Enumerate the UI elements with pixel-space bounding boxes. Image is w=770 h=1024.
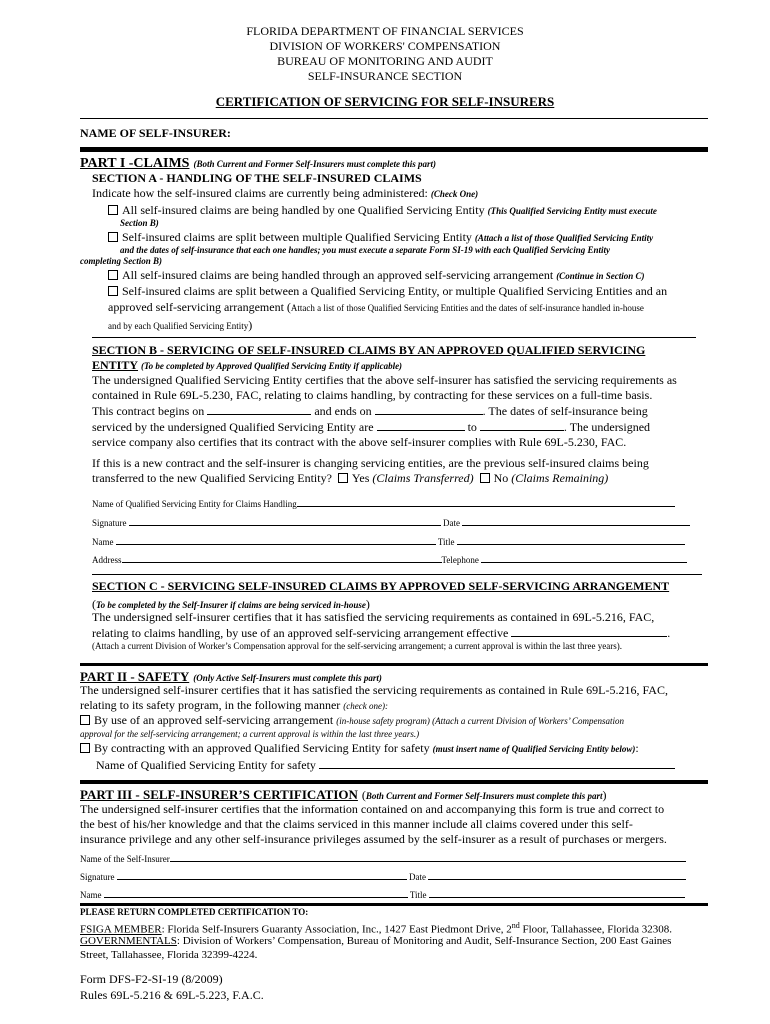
option-3-label: All self-insured claims are being handled through an approved self-servicing arrangement: [122, 268, 554, 282]
part-2-line-2: relating to its safety program, in the following manner: [80, 698, 341, 712]
no-checkbox[interactable]: [480, 473, 490, 483]
safety-option-1-label: By use of an approved self-servicing arrangement: [94, 713, 334, 727]
contract-end-field[interactable]: [375, 403, 483, 415]
fsiga-address-1: : Florida Self-Insurers Guaranty Association, Inc., 1427 East Piedmont Drive, 2: [161, 923, 512, 936]
qse-claims-name-label: Name of Qualified Servicing Entity for Claims Handling: [92, 499, 297, 509]
undersigned-label: . The undersigned: [563, 420, 651, 434]
header-line-2: DIVISION OF WORKERS' COMPENSATION: [269, 39, 501, 53]
part-3-heading: PART III - SELF-INSURER’S CERTIFICATION: [80, 787, 358, 802]
safety-option-1-checkbox[interactable]: [80, 715, 90, 725]
no-label: No: [493, 471, 509, 485]
contract-begin-field[interactable]: [207, 403, 311, 415]
section-b-address-field[interactable]: [122, 553, 442, 563]
date-label: Date: [443, 518, 460, 528]
header-line-3: BUREAU OF MONITORING AND AUDIT: [277, 54, 493, 68]
telephone-label: Telephone: [441, 555, 479, 565]
address-label: Address: [92, 555, 122, 565]
return-heading: PLEASE RETURN COMPLETED CERTIFICATION TO:: [80, 907, 309, 917]
to-label: to: [467, 420, 477, 434]
part-2-line-1: The undersigned self-insurer certifies that it has satisfied the servicing requirements as contained in Rule 69L-5.216, FAC,: [80, 683, 668, 697]
option-2-label: Self-insured claims are split between multiple Qualified Servicing Entity: [122, 230, 472, 244]
section-c-body: The undersigned self-insurer certifies that it has satisfied the servicing requirements as contained in 69L-5.216, FAC, relating to claims handling, by use of an approved self-servicing arrangement effective .: [92, 610, 712, 641]
thick-divider: [80, 903, 708, 906]
part-3-line-1: The undersigned self-insurer certifies that the information contained on and accompanying this form is true and correct to: [80, 802, 665, 816]
form-title: CERTIFICATION OF SERVICING FOR SELF-INSURERS: [215, 94, 555, 109]
part-1: [80, 154, 720, 172]
option-4-note: Attach a list of those Qualified Servicing Entities and the dates of self-insurance handled in-house: [290, 303, 644, 313]
fsiga-superscript: nd: [511, 921, 520, 930]
section-b-title-field[interactable]: [457, 535, 685, 545]
check-one-note: (Check One): [430, 189, 479, 199]
governmentals-line: [80, 934, 720, 948]
claims-option-1: [108, 203, 708, 218]
section-b-line-1: The undersigned Qualified Servicing Entity certifies that the above self-insurer has satisfied the servicing requirements as: [92, 373, 677, 387]
option-4-checkbox[interactable]: [108, 286, 118, 296]
safety-qse-field[interactable]: [319, 757, 675, 769]
option-2-note: (Attach a list of those Qualified Servicing Entity: [474, 233, 654, 243]
option-1-label: All self-insured claims are being handled by one Qualified Servicing Entity: [122, 203, 485, 217]
section-b-line-4: [92, 419, 712, 435]
thick-divider: [80, 147, 708, 152]
divider: [80, 118, 708, 119]
open-paren: (: [361, 788, 366, 802]
transfer-question-line-1: If this is a new contract and the self-insurer is changing servicing entities, are the previous self-insured claims being: [92, 456, 649, 470]
close-paren: ): [602, 788, 607, 802]
fsiga-address-2: Floor, Tallahassee, Florida 32308.: [519, 923, 672, 936]
qse-claims-name-field[interactable]: [297, 497, 675, 507]
option-3-checkbox[interactable]: [108, 270, 118, 280]
part-3-signature-row: [80, 870, 686, 883]
agency-header: [0, 24, 770, 84]
part-1-heading: PART I -CLAIMS: [80, 156, 190, 171]
transfer-question: [92, 456, 712, 486]
option-2-note-2: and the dates of self-insurance that each one handles; you must execute a separate Form SI-19 with each Qualified Servicing Entity: [120, 245, 611, 255]
option-2-note-3: completing Section B): [80, 256, 162, 266]
safety-option-1-note-2: approval for the self-servicing arrangement; a current approval is within the last three years.): [80, 729, 420, 739]
part-3-title-field[interactable]: [429, 888, 685, 898]
section-c-line-1: The undersigned self-insurer certifies that it has satisfied the servicing requirements as contained in 69L-5.216, FAC,: [92, 610, 655, 624]
option-1-checkbox[interactable]: [108, 205, 118, 215]
claims-option-4: [108, 284, 718, 299]
transfer-question-line-2: transferred to the new Qualified Servicing Entity?: [92, 471, 332, 485]
header-line-1: FLORIDA DEPARTMENT OF FINANCIAL SERVICES: [246, 24, 524, 38]
dates-of-self-insurance-label: . The dates of self-insurance being: [482, 404, 648, 418]
yes-checkbox[interactable]: [338, 473, 348, 483]
part-3-line-2: the best of his/her knowledge and that the claims serviced in this manner include all claims covered under this self-: [80, 817, 633, 831]
qse-claims-name-row: [92, 497, 675, 510]
close-paren: ): [365, 597, 370, 611]
option-1-note: (This Qualified Servicing Entity must execute: [487, 206, 657, 216]
no-note: (Claims Remaining): [511, 471, 609, 485]
section-b-title-2: ENTITY: [92, 358, 139, 372]
section-c-attach-note: (Attach a current Division of Worker’s Compensation approval for the self-servicing arrangement; a current approval is within the last three years).: [92, 641, 623, 651]
section-b-line-5: service company also certifies that its contract with the above self-insurer complies with Rule 69L-5.230, FAC.: [92, 435, 627, 449]
section-b-line-3: [92, 403, 712, 419]
divider: [92, 574, 702, 575]
section-b-line-2: contained in Rule 69L-5.230, FAC, relating to claims handling, by contracting for these services on a full-time basis.: [92, 388, 653, 402]
signature-label: Signature: [80, 872, 115, 882]
section-a-instruction-text: Indicate how the self-insured claims are currently being administered:: [92, 186, 428, 200]
thick-divider: [80, 780, 708, 784]
section-b-date-field[interactable]: [462, 516, 690, 526]
section-b-title-line-2: [92, 358, 402, 373]
self-insurer-name-label: NAME OF SELF-INSURER:: [80, 126, 231, 140]
form-number: Form DFS-F2-SI-19 (8/2009): [80, 972, 223, 986]
safety-qse-label: Name of Qualified Servicing Entity for safety: [96, 758, 316, 772]
safety-option-2-checkbox[interactable]: [80, 743, 90, 753]
yes-note: (Claims Transferred): [372, 471, 474, 485]
option-4-note-line: [108, 316, 252, 334]
part-2-heading: PART II - SAFETY: [80, 669, 190, 684]
option-3-note: (Continue in Section C): [556, 271, 645, 281]
section-b-body: [92, 373, 712, 450]
section-c-line-2: relating to claims handling, by use of an approved self-servicing arrangement effective: [92, 626, 509, 640]
part-3-name-row: [80, 888, 685, 901]
section-b-name-field[interactable]: [116, 535, 436, 545]
open-paren: (: [92, 597, 96, 611]
self-insurer-name-row: [80, 852, 686, 865]
part-2-note: (Only Active Self-Insurers must complete this part): [193, 673, 382, 683]
section-a-title: SECTION A - HANDLING OF THE SELF-INSURED CLAIMS: [92, 171, 422, 185]
part-3-signature-field[interactable]: [117, 870, 407, 880]
governmentals-address: : Division of Workers’ Compensation, Bureau of Monitoring and Audit, Self-Insurance Section, 200 East Gaines: [176, 935, 672, 947]
safety-option-2: [80, 741, 710, 756]
service-date-to-field[interactable]: [480, 419, 564, 431]
safety-option-2-label: By contracting with an approved Qualified Servicing Entity for safety: [94, 741, 430, 755]
divider: [92, 337, 696, 338]
part-3-name-field[interactable]: [104, 888, 408, 898]
part-3-body: [80, 802, 710, 847]
part-3-note: Both Current and Former Self-Insurers must complete this part: [365, 791, 603, 801]
section-b-signature-field[interactable]: [129, 516, 441, 526]
option-4-note-2: and by each Qualified Servicing Entity: [108, 321, 249, 331]
self-insurer-name-field[interactable]: [170, 852, 686, 862]
signature-label: Signature: [92, 518, 127, 528]
service-date-from-field[interactable]: [377, 419, 465, 431]
title-label: Title: [437, 537, 455, 547]
self-insurer-name-label-2: Name of the Self-Insurer: [80, 854, 170, 864]
yes-label: Yes: [351, 471, 370, 485]
section-b-signature-row: [92, 516, 690, 529]
name-label: Name: [92, 537, 114, 547]
contract-begins-label: This contract begins on: [92, 404, 205, 418]
part-3-line-3: insurance privilege and any other self-insurance privileges assumed by the self-insurer as a result of purchases or mergers.: [80, 832, 667, 846]
option-2-checkbox[interactable]: [108, 232, 118, 242]
section-b-title: SECTION B - SERVICING OF SELF-INSURED CLAIMS BY AN APPROVED QUALIFIED SERVICING: [92, 343, 646, 357]
governmentals-address-2: Street, Tallahassee, Florida 32399-4224.: [80, 949, 258, 961]
option-4-close-paren: ): [248, 318, 253, 332]
section-c-title: SECTION C - SERVICING SELF-INSURED CLAIMS BY APPROVED SELF-SERVICING ARRANGEMENT: [92, 579, 670, 593]
option-4-continued: [108, 300, 718, 315]
contract-ends-label: and ends on: [314, 404, 372, 418]
claims-option-2: [108, 230, 708, 245]
part-1-note: (Both Current and Former Self-Insurers must complete this part): [193, 159, 436, 169]
self-servicing-effective-date-field[interactable]: [511, 625, 667, 637]
part-2-body: [80, 683, 710, 728]
name-label: Name: [80, 890, 102, 900]
claims-option-3: [108, 268, 708, 283]
date-label: Date: [409, 872, 426, 882]
form-rules: Rules 69L-5.216 & 69L-5.223, F.A.C.: [80, 988, 264, 1002]
safety-option-1-note: (in-house safety program) (Attach a current Division of Workers’ Compensation: [336, 716, 624, 726]
option-4-label-2: approved self-servicing arrangement (: [108, 300, 291, 314]
section-b-address-row: [92, 553, 687, 566]
governmentals-label: GOVERNMENTALS: [80, 935, 177, 947]
header-line-4: SELF-INSURANCE SECTION: [307, 69, 463, 83]
section-c-note: To be completed by the Self-Insurer if claims are being serviced in-house: [96, 600, 366, 610]
safety-option-2-note: (must insert name of Qualified Servicing Entity below): [432, 744, 636, 754]
title-label: Title: [409, 890, 427, 900]
colon: :: [635, 741, 639, 755]
section-b-telephone-field[interactable]: [481, 553, 687, 563]
fsiga-label: FSIGA MEMBER: [80, 923, 162, 936]
check-one-note: (check one):: [343, 701, 388, 711]
section-b-note: (To be completed by Approved Qualified Servicing Entity if applicable): [141, 361, 403, 371]
option-1-note-2: Section B): [120, 218, 159, 228]
option-4-label: Self-insured claims are split between a Qualified Servicing Entity, or multiple Qualified Servicing Entities and an: [122, 284, 668, 298]
section-a-instructions: [92, 186, 478, 201]
part-3-date-field[interactable]: [428, 870, 686, 880]
safety-qse-row: [96, 757, 675, 773]
section-b-name-row: [92, 535, 685, 548]
thick-divider: [80, 663, 708, 666]
serviced-dates-label: serviced by the undersigned Qualified Servicing Entity are: [92, 420, 374, 434]
